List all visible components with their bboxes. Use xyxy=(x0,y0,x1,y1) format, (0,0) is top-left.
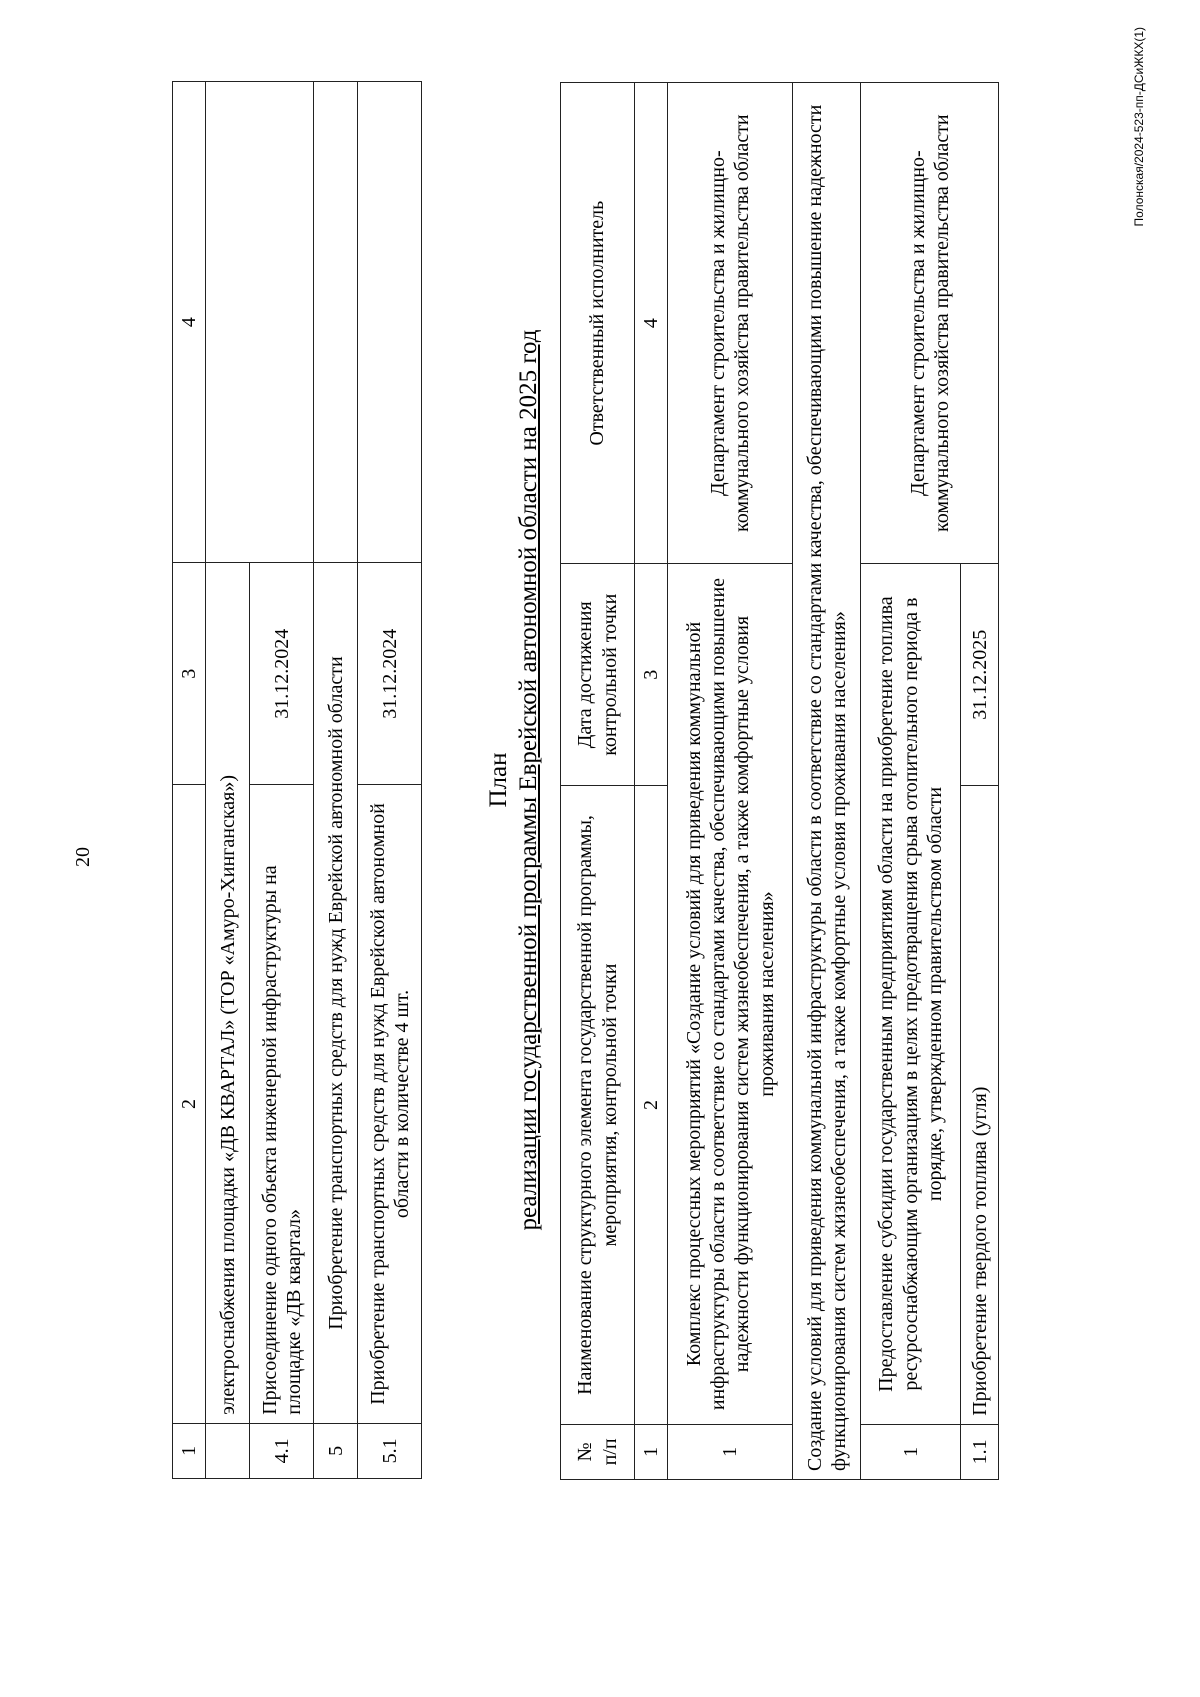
table-header-row xyxy=(561,83,635,1480)
row-text: Приобретение транспортных средств для нужд Еврейской автономной области xyxy=(314,563,358,1423)
continuation-table xyxy=(172,81,422,1479)
column-number-2: 2 xyxy=(173,785,206,1424)
plan-table xyxy=(560,82,999,1480)
column-number-3: 3 xyxy=(635,564,668,786)
row-number: 4.1 xyxy=(250,1423,314,1478)
plan-title: План xyxy=(485,752,512,808)
column-number-2: 2 xyxy=(635,786,668,1425)
plan-subtitle: реализации государственной программы Еврейской автономной области на 2025 год xyxy=(515,329,542,1231)
document-code: Полонская/2024-523-пп-ДСиЖКХ(1) xyxy=(1132,27,1146,227)
row-text: Создание условий для приведения коммунальной инфраструктуры области в соответствие со стандартами качества, обеспечивающими повышение надежности функционирования систем жизнеобеспечения, а также комфортные условия проживания населения» xyxy=(793,83,861,1480)
page-number: 20 xyxy=(72,847,94,867)
row-text: электроснабжения площадки «ДВ КВАРТАЛ» (ТОР «Амуро-Хинганская») xyxy=(206,563,250,1423)
header-date: Дата достижения контрольной точки xyxy=(561,564,635,786)
row-text: Приобретение твердого топлива (угля) xyxy=(961,786,999,1425)
row-text: Приобретение транспортных средств для нужд Еврейской автономной области в количестве 4 шт. xyxy=(358,785,422,1424)
column-number-1: 1 xyxy=(635,1424,668,1479)
row-text: Комплекс процессных мероприятий «Создание условий для приведения коммунальной инфраструктуры области в соответствие со стандартами качества, обеспечивающими повышение надежности функционирования систем жизнеобеспечения, а также комфортные условия проживания населения» xyxy=(668,564,793,1424)
row-date: 31.12.2024 xyxy=(250,563,314,785)
plan-heading xyxy=(484,81,544,1479)
table-row xyxy=(358,82,422,1479)
row-executor: Департамент строительства и жилищно-коммунального хозяйства правительства области xyxy=(668,83,793,564)
column-number-4: 4 xyxy=(635,83,668,564)
row-number: 5.1 xyxy=(358,1423,422,1478)
row-number: 5 xyxy=(314,1423,358,1478)
row-text: Присоединение одного объекта инженерной инфраструктуры на площадке «ДВ квартал» xyxy=(250,785,314,1424)
header-executor: Ответственный исполнитель xyxy=(561,83,635,564)
header-name: Наименование структурного элемента государственной программы, мероприятия, контрольной точки xyxy=(561,786,635,1425)
header-number: № п/п xyxy=(561,1424,635,1479)
table-header-row xyxy=(173,82,206,1479)
row-date: 31.12.2024 xyxy=(358,563,422,785)
column-number-1: 1 xyxy=(173,1423,206,1478)
row-executor: Департамент строительства и жилищно-коммунального хозяйства правительства области xyxy=(861,83,999,564)
row-text: Предоставление субсидии государственным предприятиям области на приобретение топлива ресурсоснабжающим организациям в целях предотвращения срыва отопительного периода в порядке, утвержденном правительством области xyxy=(861,564,961,1424)
table-row xyxy=(861,83,961,1480)
column-number-3: 3 xyxy=(173,563,206,785)
row-number: 1 xyxy=(668,1424,793,1479)
column-number-4: 4 xyxy=(173,82,206,563)
table-numbers-row xyxy=(635,83,668,1480)
table-row xyxy=(668,83,793,1480)
row-number: 1.1 xyxy=(961,1424,999,1479)
table-row xyxy=(314,82,358,1479)
row-date: 31.12.2025 xyxy=(961,564,999,786)
row-number: 1 xyxy=(861,1424,961,1479)
table-row xyxy=(793,83,861,1480)
table-row xyxy=(206,82,250,1479)
